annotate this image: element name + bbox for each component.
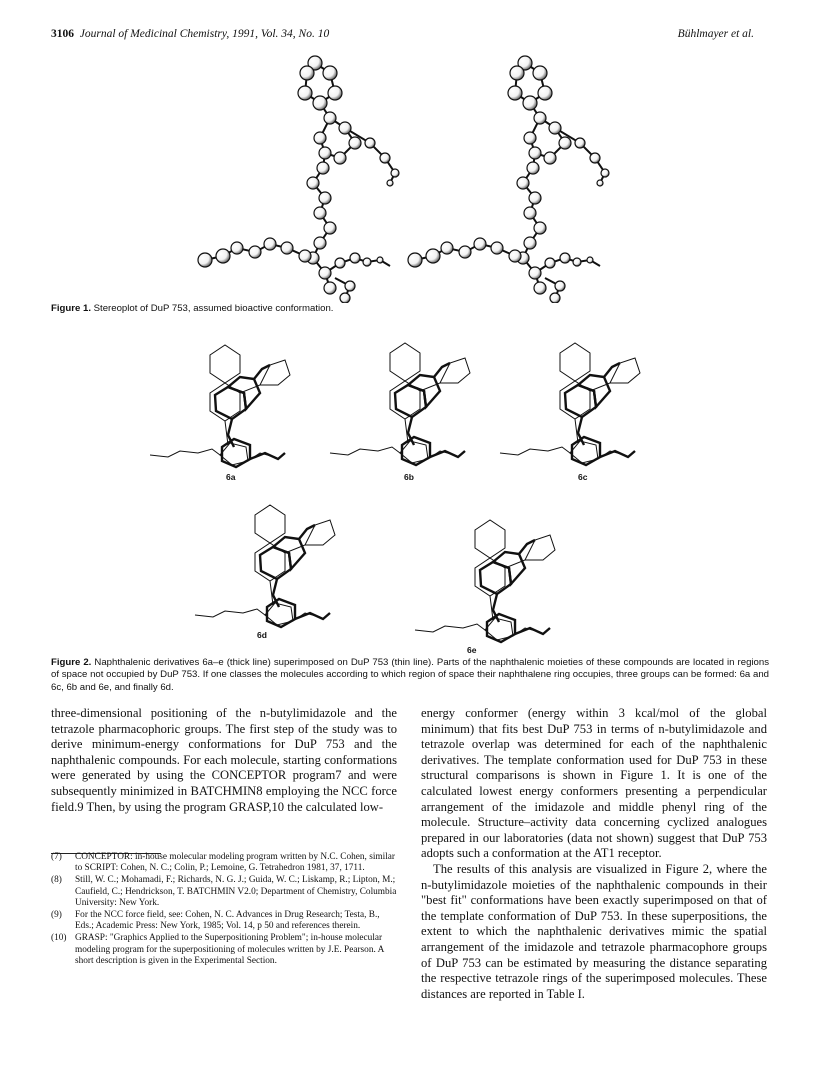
footnote-number: (10) xyxy=(51,933,67,944)
panel-label-6a: 6a xyxy=(226,472,236,482)
footnote-text: For the NCC force field, see: Cohen, N. C. Advances in Drug Research; Testa, B., Eds.; Academic Press: New York, 1985; Vol. 14, p 50 and references therein. xyxy=(75,910,380,932)
right-paragraph-1: energy conformer (energy within 3 kcal/mol of the global minimum) that fits best DuP 753 in terms of n-butylimidazole and tetrazole overlap was determined for each of the naphthalenic derivatives. The template conformation used for DuP 753 in these structural comparisons is shown in Figure 1. It is one of the calculated lowest energy conformers presenting a perpendicular arrangement of the imidazole and middle phenyl ring of the molecule. Structure–activity data concerning cyclized analogues prepared in our laboratories (data not shown) suggest that DuP 753 adopts such a conformation at the AT1 receptor. xyxy=(421,706,767,861)
footnote-7 xyxy=(51,852,397,874)
figure2-superpositions xyxy=(150,325,670,655)
footnote-text: CONCEPTOR: in-house molecular modeling program written by N.C. Cohen, similar to SCRIPT: Cohen, N. C.; Colin, P.; Lemoine, G. Tetrahedron 1981, 37, 1711. xyxy=(75,852,396,874)
figure1-stereoplot xyxy=(195,48,615,303)
figure2-label: Figure 2. xyxy=(51,657,92,668)
panel-label-6b: 6b xyxy=(404,472,414,482)
figure1-label: Figure 1. xyxy=(51,303,91,314)
footnote-8 xyxy=(51,875,397,909)
figure1-caption xyxy=(51,303,751,315)
footnote-10 xyxy=(51,933,397,967)
figure2-caption xyxy=(51,657,769,694)
footnote-number: (8) xyxy=(51,875,62,886)
left-paragraph: three-dimensional positioning of the n-butylimidazole and the tetrazole pharmacophoric groups. The first step of the study was to derive minimum-energy conformations for DuP 753 and the naphthalenic compounds. For each molecule, starting conformations were generated by using the CONCEPTOR program7 and were subsequently minimized in BATCHMIN8 employing the NCC force field.9 Then, by using the program GRASP,10 the calculated low- xyxy=(51,706,397,814)
footnote-9 xyxy=(51,910,397,932)
running-header-left xyxy=(51,28,329,40)
figure2-caption-text: Naphthalenic derivatives 6a–e (thick line) superimposed on DuP 753 (thin line). Parts of the naphthalenic moieties of these compounds are located in regions of space not occupied by DuP 753. If one classes the molecules according to which region of space their naphthalene ring occupies, three groups can be formed: 6a and 6c, 6b and 6e, and finally 6d. xyxy=(51,657,769,693)
stereo-left-view xyxy=(198,56,399,303)
footnote-text: Still, W. C.; Mohamadi, F.; Richards, N. G. J.; Guida, W. C.; Liskamp, R.; Lipton, M.; Caufield, C.; Hendrickson, T. BATCHMIN V2.0; Department of Chemistry, Columbia University: New York. xyxy=(75,875,397,908)
panel-label-6e: 6e xyxy=(467,645,477,655)
superposition-6e xyxy=(415,520,555,642)
superposition-6b xyxy=(330,343,470,465)
footnote-number: (7) xyxy=(51,852,62,862)
footnote-number: (9) xyxy=(51,910,62,921)
panel-label-6d: 6d xyxy=(257,630,267,640)
right-paragraph-2: The results of this analysis are visualized in Figure 2, where the n-butylimidazole moieties of the naphthalenic compounds in their "best fit" conformations have been exactly superimposed on that of the template conformation of DuP 753. In these superpositions, the extent to which the naphthalenic derivatives mimic the spatial arrangement of the imidazole and tetrazole pharmacophore groups of DuP 753 can be estimated by measuring the distance separating the respective tetrazole rings of the superimposed molecules. These distances are reported in Table I. xyxy=(421,861,767,1001)
footnotes xyxy=(51,852,397,968)
running-header-authors: Bühlmayer et al. xyxy=(677,28,754,40)
footnote-text: GRASP: "Graphics Applied to the Superpositioning Problem"; in-house molecular modeling program for the superpositioning of molecules written by J.E. Pearson. A short description is given in the Experimental Section. xyxy=(75,933,384,966)
journal-citation: Journal of Medicinal Chemistry, 1991, Vol. 34, No. 10 xyxy=(79,28,330,40)
page-number: 3106 xyxy=(51,28,74,40)
stereo-right-view xyxy=(408,56,609,303)
panel-label-6c: 6c xyxy=(578,472,588,482)
left-column-body xyxy=(51,706,397,815)
figure1-caption-text: Stereoplot of DuP 753, assumed bioactive conformation. xyxy=(93,303,334,314)
superposition-6d xyxy=(195,505,335,627)
superposition-6c xyxy=(500,343,640,465)
superposition-6a xyxy=(150,345,290,467)
right-column-body xyxy=(421,706,767,1002)
